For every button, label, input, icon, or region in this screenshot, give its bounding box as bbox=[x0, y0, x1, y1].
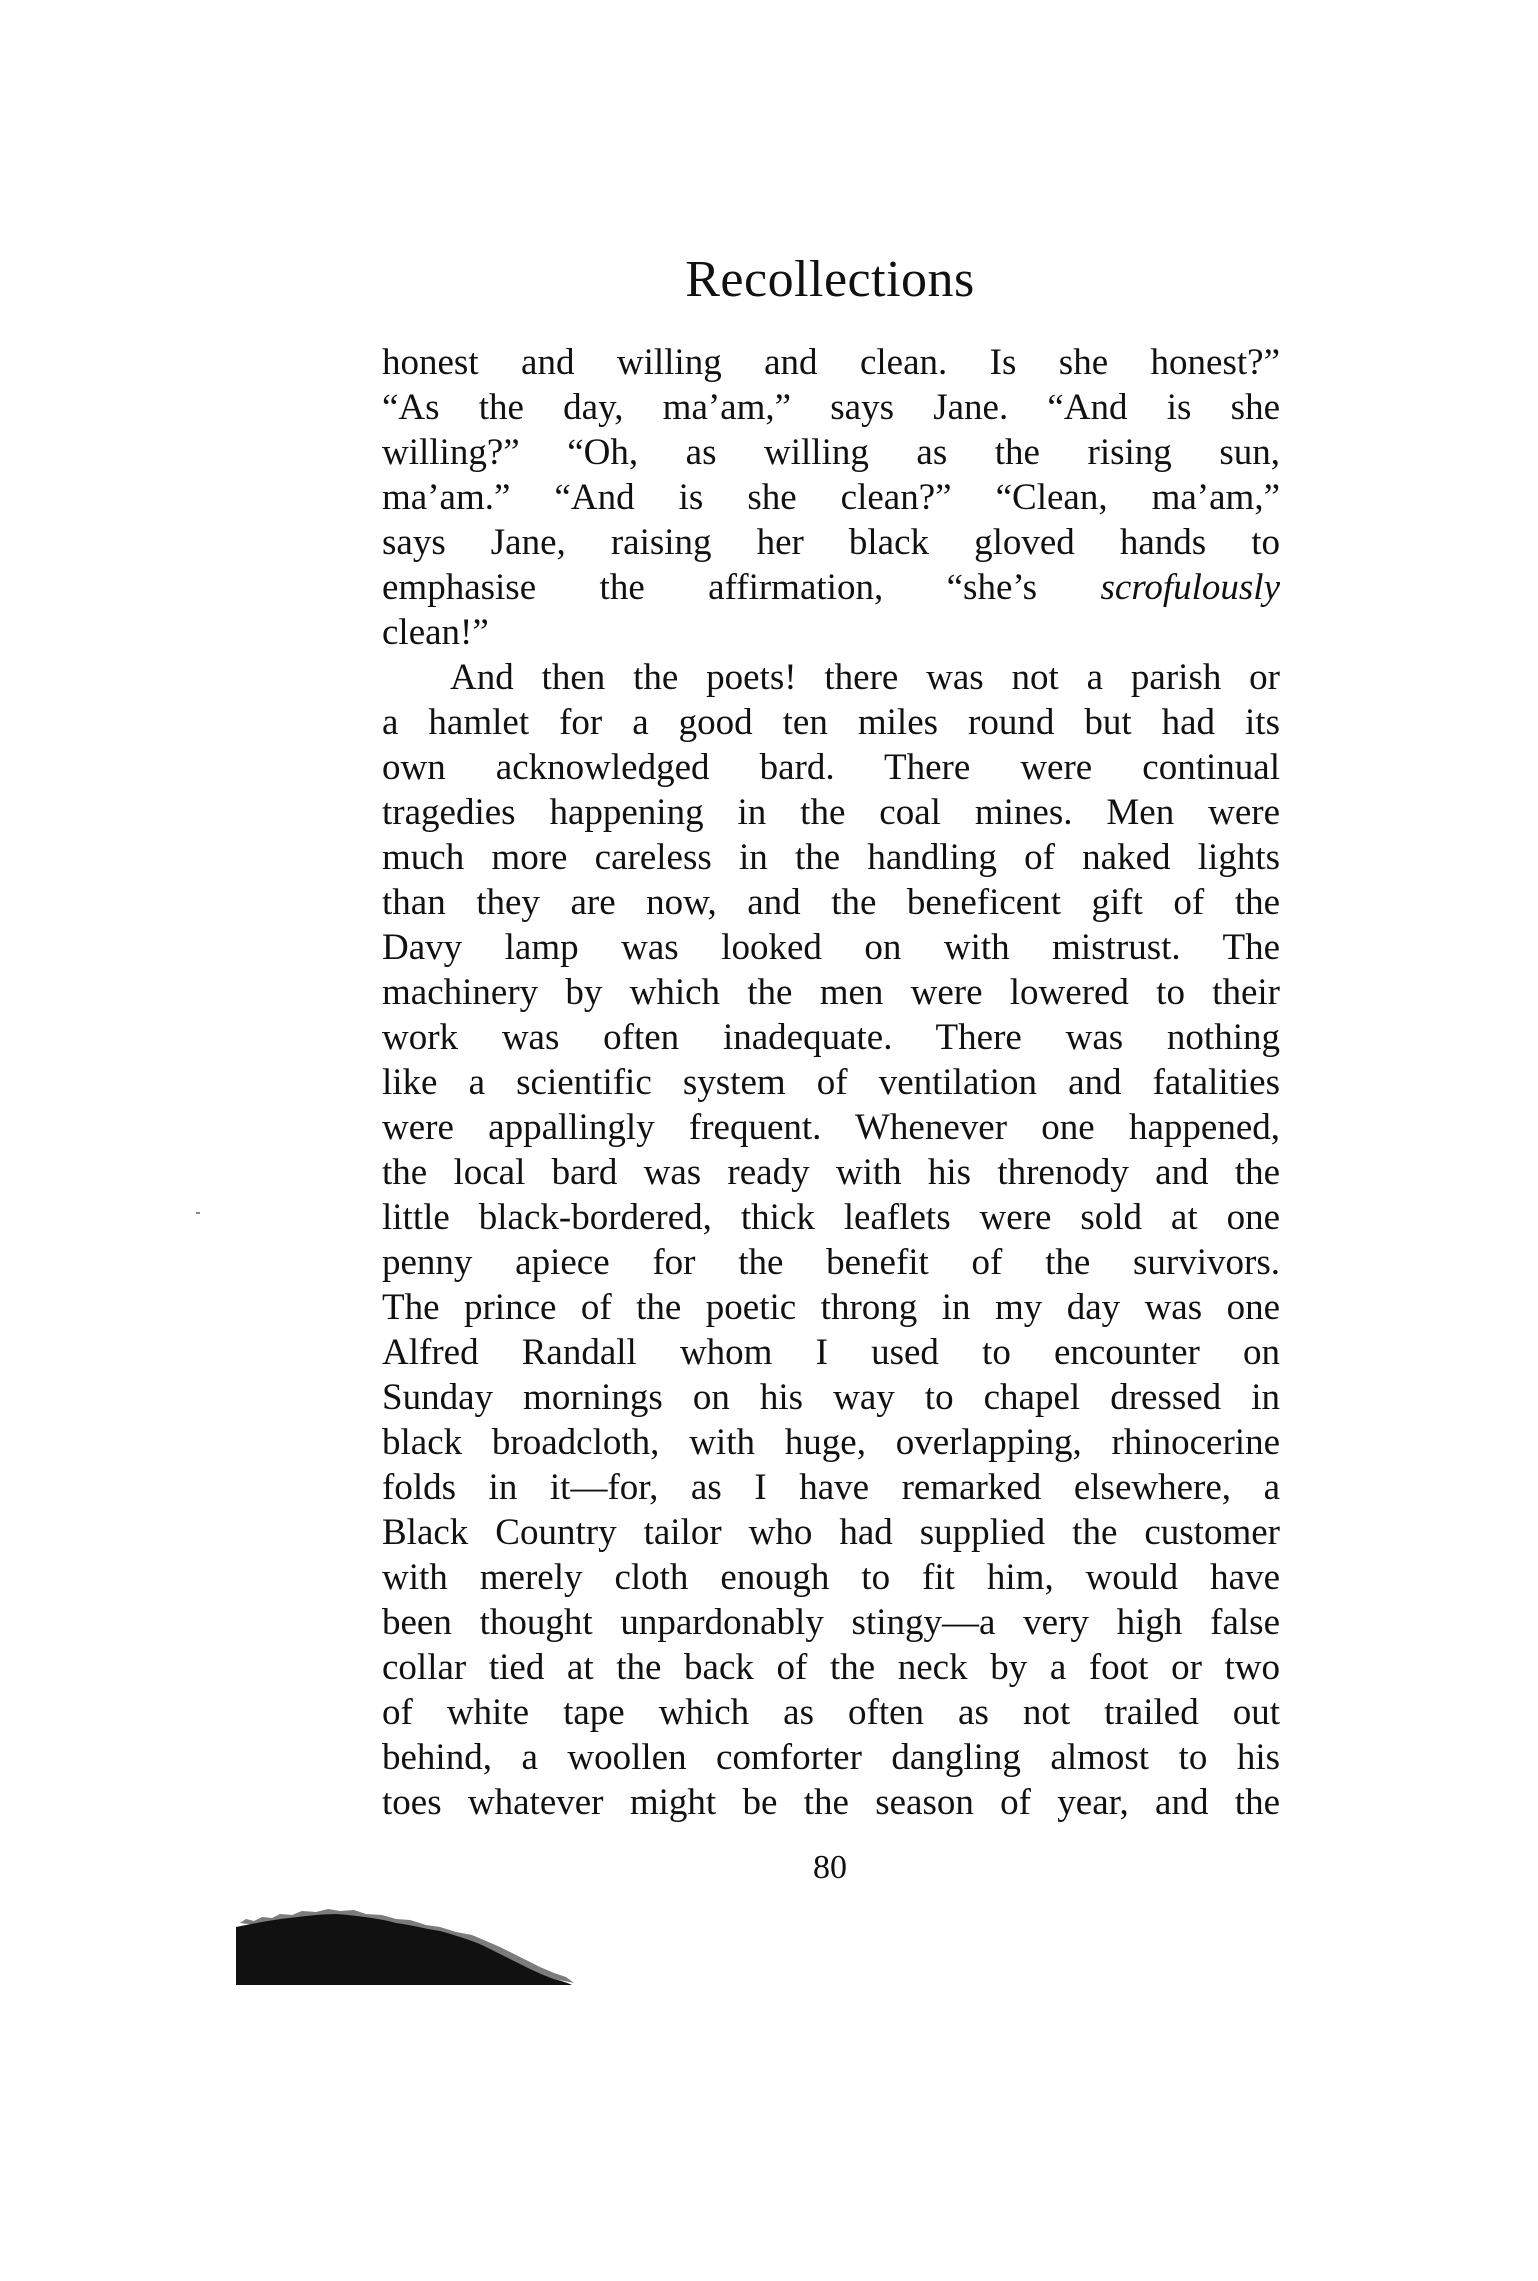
running-head: Recollections bbox=[685, 251, 975, 308]
scan-speck bbox=[196, 1212, 200, 1214]
text-line: than they are now, and the beneficent gift of the bbox=[382, 882, 1280, 923]
text-line: little black-bordered, thick leaflets were sold at one bbox=[382, 1197, 1280, 1238]
text-line: honest and willing and clean. Is she honest?” bbox=[382, 342, 1280, 383]
text-line: machinery by which the men were lowered to their bbox=[382, 972, 1280, 1013]
text-line: Davy lamp was looked on with mistrust. The bbox=[382, 927, 1280, 968]
text-line: willing?” “Oh, as willing as the rising sun, bbox=[382, 432, 1280, 473]
text-line-with-emphasis bbox=[382, 565, 1280, 610]
text-line: ma’am.” “And is she clean?” “Clean, ma’am,” bbox=[382, 477, 1280, 518]
scan-artifact-ink-blot bbox=[236, 1905, 576, 1985]
text-line: toes whatever might be the season of year, and the bbox=[382, 1782, 1280, 1823]
text-line: Black Country tailor who had supplied the customer bbox=[382, 1512, 1280, 1553]
text-line: with merely cloth enough to fit him, would have bbox=[382, 1557, 1280, 1598]
text-line-before-emphasis: emphasise the affirmation, “she’s bbox=[382, 567, 1038, 608]
text-line: penny apiece for the benefit of the survivors. bbox=[382, 1242, 1280, 1283]
text-line: collar tied at the back of the neck by a foot or two bbox=[382, 1647, 1280, 1688]
text-line: of white tape which as often as not trailed out bbox=[382, 1692, 1280, 1733]
text-line: much more careless in the handling of naked lights bbox=[382, 837, 1280, 878]
text-line: work was often inadequate. There was nothing bbox=[382, 1017, 1280, 1058]
text-line: The prince of the poetic throng in my day was one bbox=[382, 1287, 1280, 1328]
text-line: been thought unpardonably stingy—a very high false bbox=[382, 1602, 1280, 1643]
text-line: behind, a woollen comforter dangling almost to his bbox=[382, 1737, 1280, 1778]
paragraph-start-line: And then the poets! there was not a parish or bbox=[450, 657, 1280, 698]
italic-word: scrofulously bbox=[1100, 567, 1281, 608]
text-line: tragedies happening in the coal mines. Men were bbox=[382, 792, 1280, 833]
text-line: “As the day, ma’am,” says Jane. “And is she bbox=[382, 387, 1280, 428]
text-line: folds in it—for, as I have remarked elsewhere, a bbox=[382, 1467, 1280, 1508]
text-line: were appallingly frequent. Whenever one happened, bbox=[382, 1107, 1280, 1148]
text-line: the local bard was ready with his threnody and the bbox=[382, 1152, 1280, 1193]
text-line: Sunday mornings on his way to chapel dressed in bbox=[382, 1377, 1280, 1418]
body-text bbox=[382, 340, 1280, 1825]
text-line: black broadcloth, with huge, overlapping, rhinocerine bbox=[382, 1422, 1280, 1463]
paragraph-end-line: clean!” bbox=[382, 612, 489, 653]
text-line: Alfred Randall whom I used to encounter on bbox=[382, 1332, 1280, 1373]
text-line: own acknowledged bard. There were continual bbox=[382, 747, 1280, 788]
page-number: 80 bbox=[813, 1849, 847, 1886]
text-line: a hamlet for a good ten miles round but had its bbox=[382, 702, 1280, 743]
text-line: says Jane, raising her black gloved hands to bbox=[382, 522, 1280, 563]
text-line: like a scientific system of ventilation and fatalities bbox=[382, 1062, 1280, 1103]
